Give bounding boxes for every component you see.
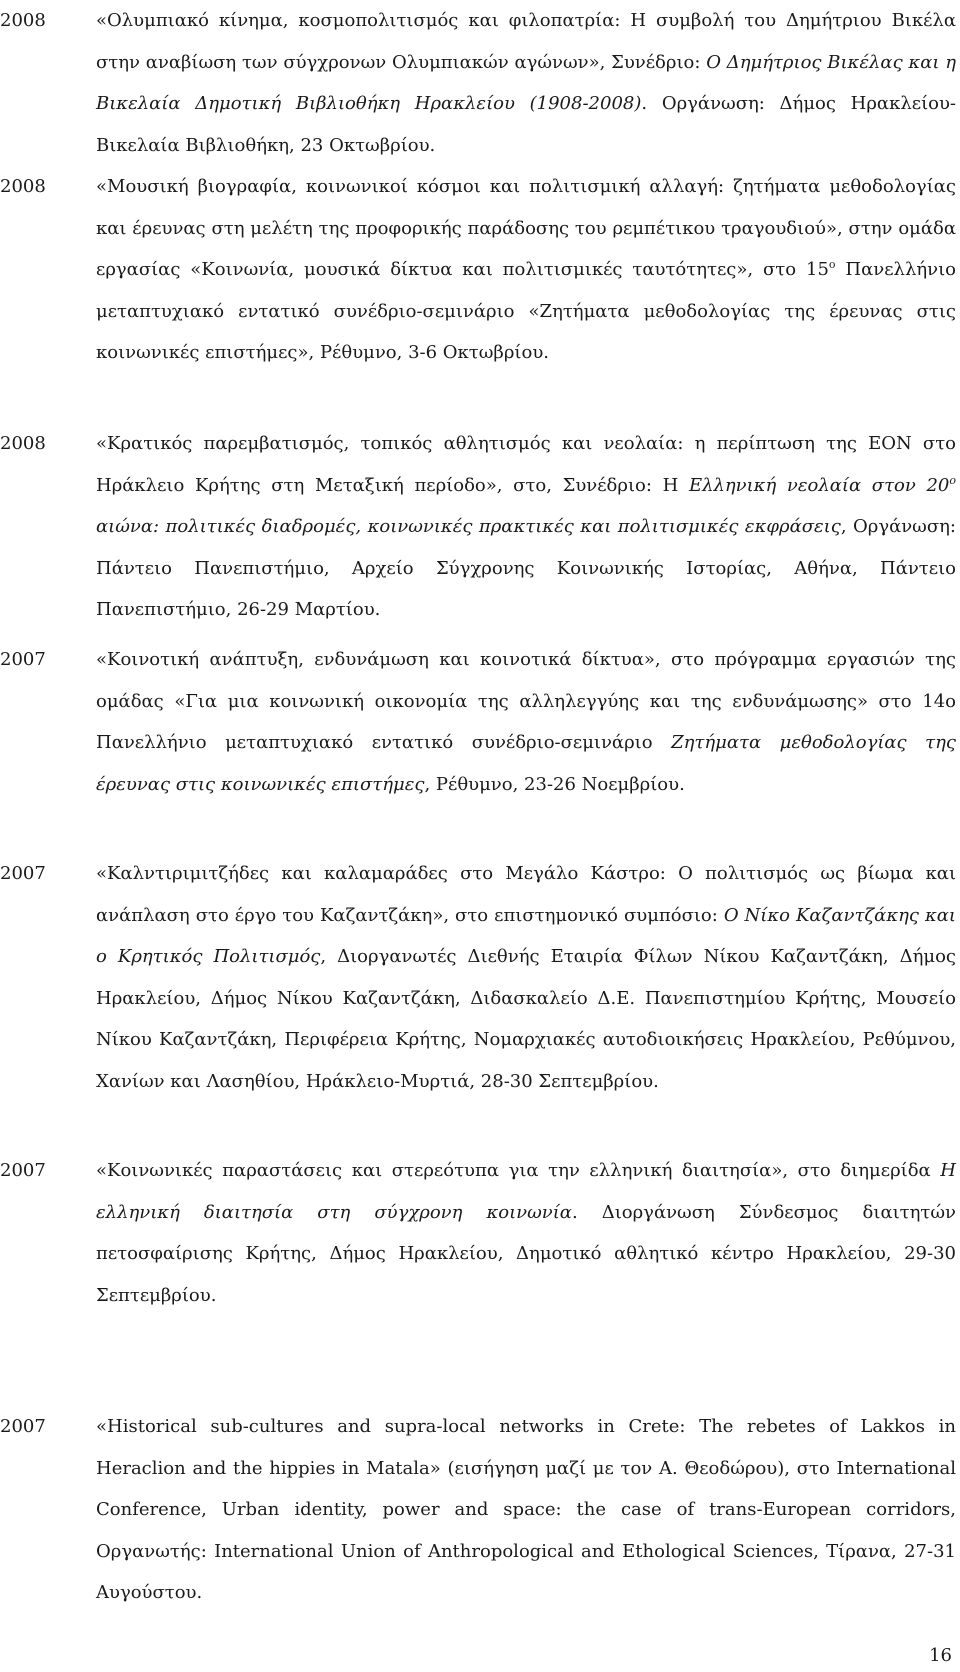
- italic-title: Η ελληνική διαιτησία στη σύγχρονη κοινωνία: [96, 1160, 956, 1223]
- text-run: . Οργάνωση: Δήμος Ηρακλείου-Βικελαία Βιβλιοθήκη, 23 Οκτωβρίου.: [96, 93, 956, 156]
- entry-text: [96, 0, 956, 166]
- text-run: . Διοργάνωση Σύνδεσμος διαιτητών πετοσφαίρισης Κρήτης, Δήμος Ηρακλείου, Δημοτικό αθλητικό κέντρο Ηρακλείου, 29-30 Σεπτεμβρίου.: [96, 1201, 956, 1306]
- entry-text: [96, 1150, 956, 1316]
- text-run: «Ολυμπιακό κίνημα, κοσμοπολιτισμός και φιλοπατρία: Η συμβολή του Δημήτριου Βικέλα στην αναβίωση των σύγχρονων Ολυμπιακών αγώνων», Συνέδριο:: [96, 10, 956, 73]
- italic-title: Ο Νίκο Καζαντζάκης και ο Κρητικός Πολιτισμός: [96, 904, 956, 967]
- text-run: «Historical sub-cultures and supra-local networks in Crete: The rebetes of Lakkos in Heraclion and the hippies in Matala» (εισήγηση μαζί με τον Α. Θεοδώρου), στο International Conference, Urban identity, power and space: the case of trans-European corridors, Οργανωτής: International Union of Anthropological and Ethological Sciences, Τίρανα, 27-31 Αυγούστου.: [96, 1416, 956, 1603]
- text-run: «Μουσική βιογραφία, κοινωνικοί κόσμοι και πολιτισμική αλλαγή: ζητήματα μεθοδολογίας και έρευνας στη μελέτη της προφορικής παράδοσης του ρεμπέτικου τραγουδιού», στην ομάδα εργασίας «Κοινωνία, μουσικά δίκτυα και πολιτισμικές ταυτότητες», στο 15: [96, 176, 956, 280]
- text-run: Πανελλήνιο μεταπτυχιακό εντατικό συνέδριο-σεμινάριο «Ζητήματα μεθοδολογίας της έρευνας στις κοινωνικές επιστήμες», Ρέθυμνο, 3-6 Οκτωβρίου.: [96, 259, 956, 363]
- entry-year: 2007: [0, 863, 46, 884]
- entry-year: 2007: [0, 649, 46, 670]
- entry-text: [96, 853, 956, 1102]
- text-run: «Καλντιριμιτζήδες και καλαμαράδες στο Μεγάλο Κάστρο: Ο πολιτισμός ως βίωμα και ανάπλαση στο έργο του Καζαντζάκη», στο επιστημονικό συμπόσιο:: [96, 863, 956, 926]
- entry-year: 2007: [0, 1160, 46, 1181]
- page-number: 16: [929, 1645, 952, 1666]
- text-run: «Κοινωνικές παραστάσεις και στερεότυπα για την ελληνική διαιτησία», στο διημερίδα: [96, 1160, 941, 1181]
- superscript-ordinal: ο: [828, 258, 836, 271]
- text-run: , Διοργανωτές Διεθνής Εταιρία Φίλων Νίκου Καζαντζάκη, Δήμος Ηρακλείου, Δήμος Νίκου Καζαντζάκη, Διδασκαλείο Δ.Ε. Πανεπιστημίου Κρήτης, Μουσείο Νίκου Καζαντζάκη, Περιφέρεια Κρήτης, Νομαρχιακές αυτοδιοικήσεις Ηρακλείου, Ρεθύμνου, Χανίων και Λασηθίου, Ηράκλειο-Μυρτιά, 28-30 Σεπτεμβρίου.: [96, 946, 956, 1092]
- italic-title: Ο Δημήτριος Βικέλας και η Βικελαία Δημοτική Βιβλιοθήκη Ηρακλείου (1908-2008): [96, 51, 956, 114]
- italic-title: Ελληνική νεολαία στον 20: [688, 474, 950, 496]
- superscript-ordinal: ο: [949, 473, 956, 487]
- italic-title: αιώνα: πολιτικές διαδρομές, κοινωνικές πρακτικές και πολιτισμικές εκφράσεις: [96, 516, 841, 537]
- text-run: «Κρατικός παρεμβατισμός, τοπικός αθλητισμός και νεολαία: η περίπτωση της ΕΟΝ στο Ηράκλειο Κρήτης στη Μεταξική περίοδο», στο, Συνέδριο: Η: [96, 433, 956, 496]
- text-run: , Οργάνωση: Πάντειο Πανεπιστήμιο, Αρχείο Σύγχρονης Κοινωνικής Ιστορίας, Αθήνα, Πάντειο Πανεπιστήμιο, 26-29 Μαρτίου.: [96, 516, 956, 620]
- italic-title: Ζητήματα μεθοδολογίας της έρευνας στις κοινωνικές επιστήμες: [96, 732, 956, 795]
- entry-text: [96, 639, 956, 805]
- entry-year: 2008: [0, 176, 46, 197]
- entry-year: 2008: [0, 433, 46, 454]
- entry-text: [96, 166, 956, 374]
- entry-text: [96, 423, 956, 631]
- text-run: , Ρέθυμνο, 23-26 Νοεμβρίου.: [424, 773, 685, 795]
- entry-text: [96, 1406, 956, 1614]
- text-run: «Κοινοτική ανάπτυξη, ενδυνάμωση και κοινοτικά δίκτυα», στο πρόγραμμα εργασιών της ομάδας «Για μια κοινωνική οικονομία της αλληλεγγύης και της ενδυνάμωσης» στο 14ο Πανελλήνιο μεταπτυχιακό εντατικό συνέδριο-σεμινάριο: [96, 649, 956, 753]
- entry-year: 2008: [0, 10, 46, 31]
- entry-year: 2007: [0, 1416, 46, 1437]
